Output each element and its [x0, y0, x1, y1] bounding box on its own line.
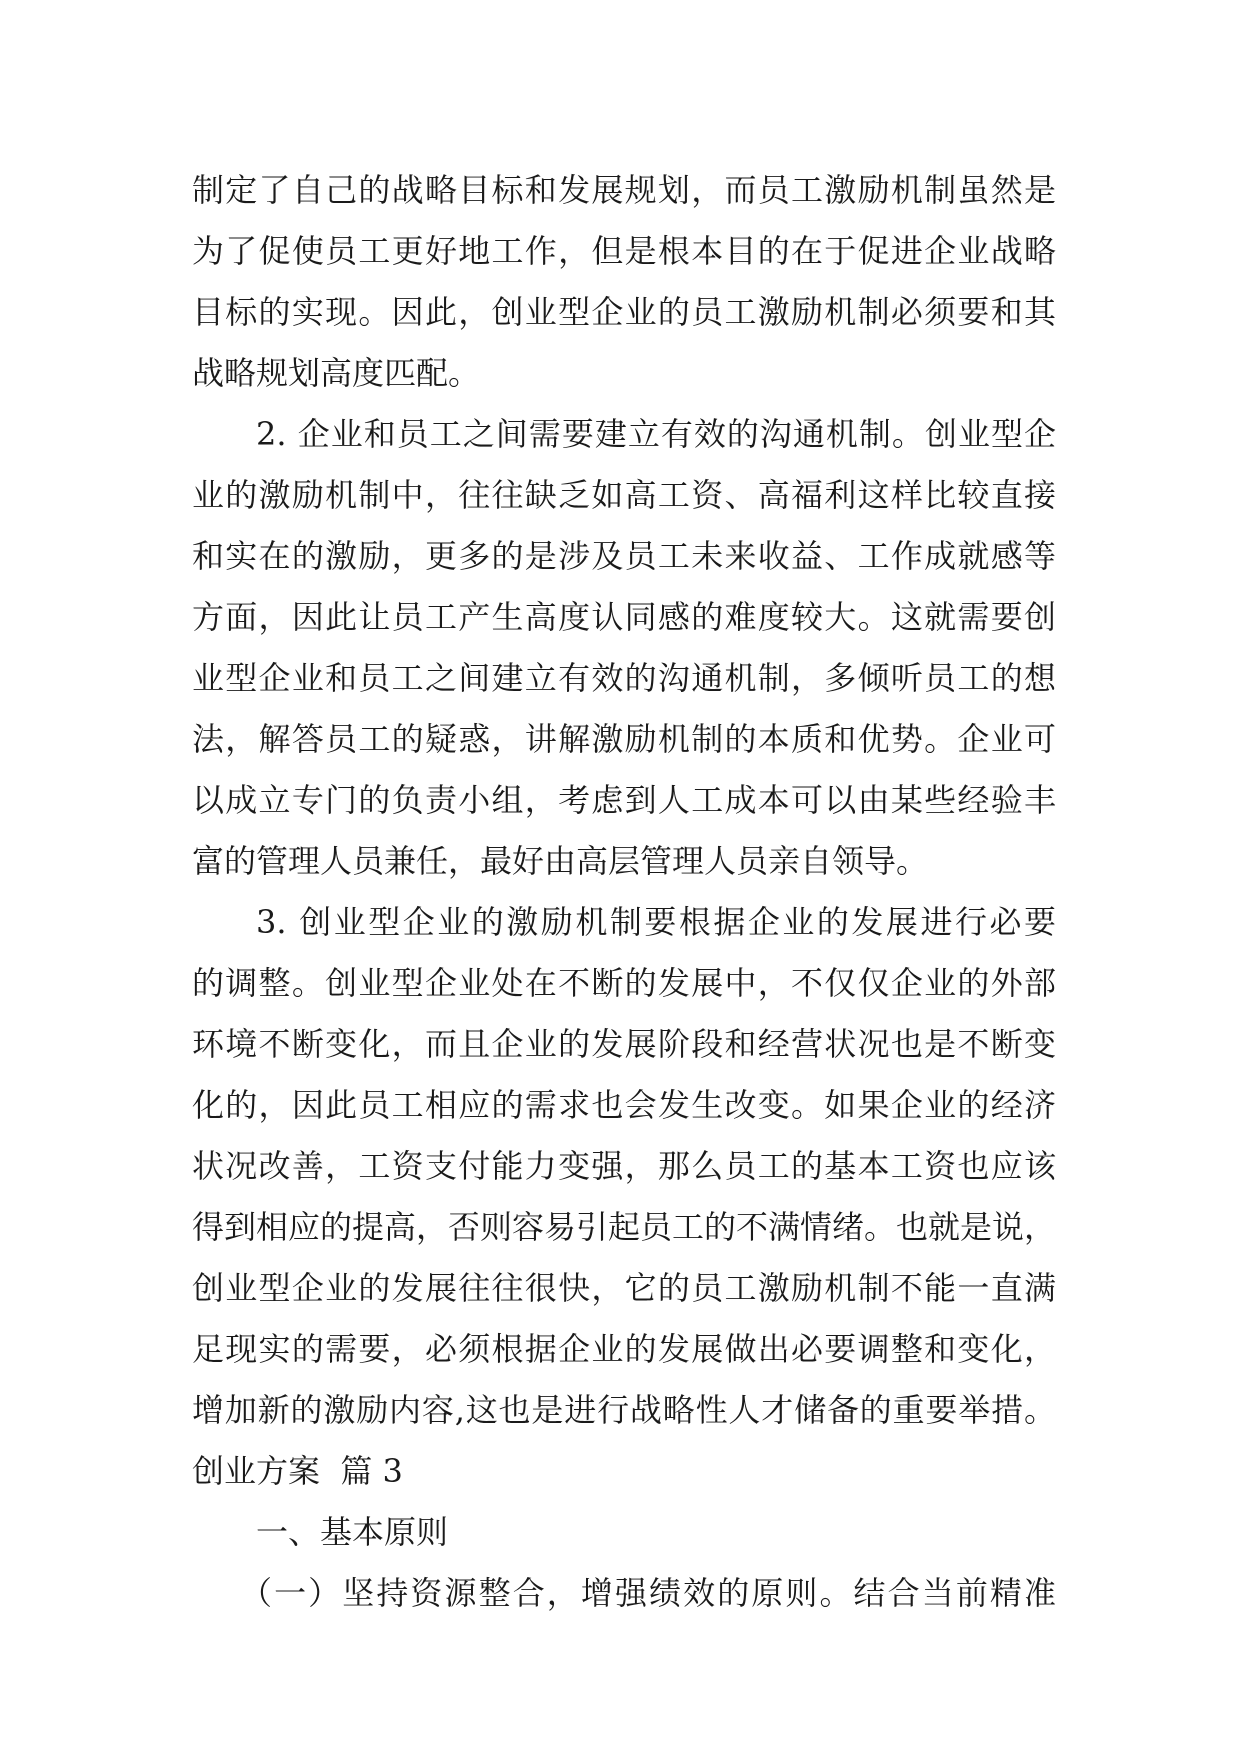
text-line: 得到相应的提高，否则容易引起员工的不满情绪。也就是说， — [192, 1208, 1057, 1246]
text-line: 业的激励机制中，往往缺乏如高工资、高福利这样比较直接 — [192, 476, 1056, 514]
text-line: 为了促使员工更好地工作，但是根本目的在于促进企业战略 — [192, 232, 1056, 270]
text-line: 战略规划高度匹配。 — [192, 354, 481, 392]
text-line: 创业型企业的发展往往很快，它的员工激励机制不能一直满 — [192, 1269, 1056, 1307]
subheading: 一、基本原则 — [256, 1513, 449, 1551]
text-line: 的调整。创业型企业处在不断的发展中，不仅仅企业的外部 — [192, 964, 1056, 1002]
text-line: 状况改善，工资支付能力变强，那么员工的基本工资也应该 — [192, 1147, 1056, 1185]
text-line: 业型企业和员工之间建立有效的沟通机制，多倾听员工的想 — [192, 659, 1056, 697]
text-line: 化的，因此员工相应的需求也会发生改变。如果企业的经济 — [192, 1086, 1056, 1124]
text-line: 制定了自己的战略目标和发展规划，而员工激励机制虽然是 — [192, 171, 1056, 209]
text-line: 法，解答员工的疑惑，讲解激励机制的本质和优势。企业可 — [192, 720, 1056, 758]
section-heading: 创业方案 篇 3 — [192, 1452, 403, 1490]
paragraph — [192, 160, 1056, 404]
text-line: 足现实的需要，必须根据企业的发展做出必要调整和变化， — [192, 1330, 1056, 1368]
text-line: （一）坚持资源整合，增强绩效的原则。结合当前精准 — [240, 1574, 1056, 1612]
paragraph — [192, 404, 1056, 892]
text-line: 以成立专门的负责小组，考虑到人工成本可以由某些经验丰 — [192, 781, 1056, 819]
document-body — [192, 160, 1056, 1624]
text-line: 2. 企业和员工之间需要建立有效的沟通机制。创业型企 — [256, 415, 1056, 453]
paragraph — [192, 1563, 1056, 1624]
text-line: 富的管理人员兼任，最好由高层管理人员亲自领导。 — [192, 842, 929, 880]
text-line: 方面，因此让员工产生高度认同感的难度较大。这就需要创 — [192, 598, 1056, 636]
text-line: 目标的实现。因此，创业型企业的员工激励机制必须要和其 — [192, 293, 1056, 331]
paragraph — [192, 892, 1056, 1441]
text-line: 和实在的激励，更多的是涉及员工未来收益、工作成就感等 — [192, 537, 1056, 575]
text-line: 环境不断变化，而且企业的发展阶段和经营状况也是不断变 — [192, 1025, 1056, 1063]
text-line: 增加新的激励内容,这也是进行战略性人才储备的重要举措。 — [192, 1391, 1056, 1429]
text-line: 3. 创业型企业的激励机制要根据企业的发展进行必要 — [256, 903, 1056, 941]
